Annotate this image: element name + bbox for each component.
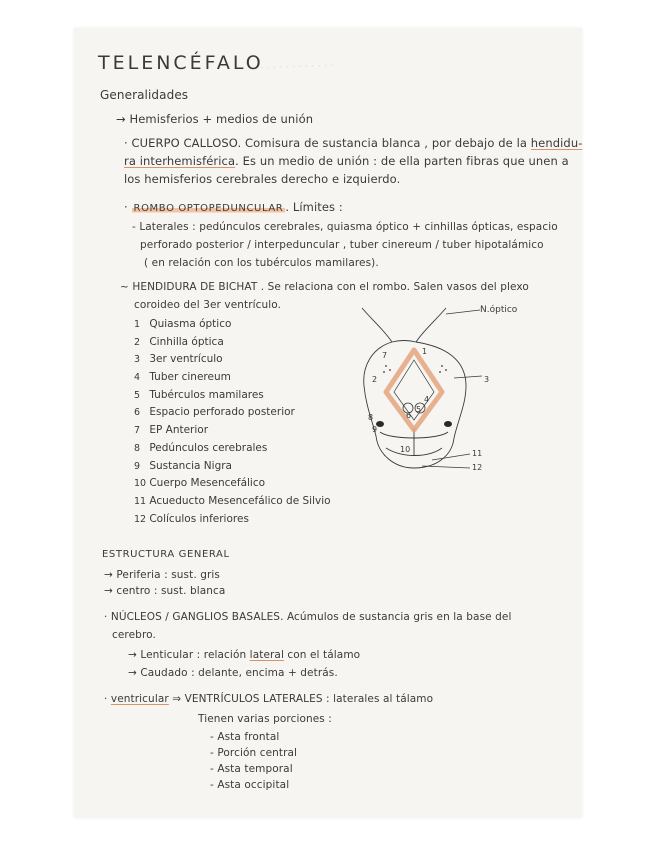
cuerpo-calloso-line1: · CUERPO CALLOSO. Comisura de sustancia blanca , por debajo de la hendidu- xyxy=(124,136,583,150)
list-item-number: 6 xyxy=(134,407,141,419)
list-item xyxy=(134,351,331,369)
list-item-number: 5 xyxy=(134,389,141,401)
rombo-heading: · ROMBO OPTOPEDUNCULAR . Límites : xyxy=(124,200,343,214)
diag-label-10: 10 xyxy=(400,445,411,454)
ventricular-item-3: - Asta temporal xyxy=(210,763,293,775)
diag-label-3: 3 xyxy=(484,375,490,384)
pointer-12 xyxy=(422,466,470,468)
diag-label-5: 5 xyxy=(416,405,422,414)
list-item-number: 3 xyxy=(134,354,141,366)
list-item-number: 2 xyxy=(134,336,141,348)
rombo-line1: - Laterales : pedúnculos cerebrales, quiasma óptico + cinhillas ópticas, espacio xyxy=(132,221,558,233)
cuerpo-calloso-line2: ra interhemisférica. Es un medio de unión : de ella parten fibras que unen a xyxy=(124,154,569,168)
list-item-label: Colículos inferiores xyxy=(149,512,249,525)
list-item-label: Sustancia Nigra xyxy=(149,459,232,472)
cuerpo-calloso-line3: los hemisferios cerebrales derecho e izquierdo. xyxy=(124,172,401,186)
diag-label-7: 7 xyxy=(382,351,388,360)
list-item-label: Tubérculos mamilares xyxy=(149,388,264,401)
notebook-page xyxy=(74,28,582,818)
list-item-label: Acueducto Mesencefálico de Silvio xyxy=(149,494,331,507)
optic-nerve-left xyxy=(362,308,392,342)
list-item-label: Tuber cinereum xyxy=(149,371,231,384)
list-item-number: 8 xyxy=(134,442,141,454)
diag-label-1: 1 xyxy=(422,347,428,356)
bleed-through: · · · · · · · · · · · · · xyxy=(253,60,334,75)
list-item-label: 3er ventrículo xyxy=(149,353,223,366)
list-item xyxy=(134,440,331,458)
optic-nerve-right xyxy=(416,308,446,342)
list-item-label: Quiasma óptico xyxy=(149,318,232,330)
section-generalidades: Generalidades xyxy=(100,88,189,102)
list-item-label: Pedúnculos cerebrales xyxy=(149,441,268,454)
list-item-number: 10 xyxy=(134,478,147,490)
brainstem-outline xyxy=(364,341,466,469)
diag-label-8: 8 xyxy=(368,413,374,422)
structure-list xyxy=(134,316,331,528)
list-item xyxy=(134,422,331,440)
nucleos-line1: · NÚCLEOS / GANGLIOS BASALES. Acúmulos de sustancia gris en la base del xyxy=(104,611,512,623)
list-item xyxy=(134,493,331,511)
bichat-line2: coroideo del 3er ventrículo. xyxy=(134,299,282,311)
list-item-number: 1 xyxy=(134,319,141,330)
pointer-optic xyxy=(446,310,480,314)
rombo-line2: perforado posterior / interpeduncular , tuber cinereum / tuber hipotalámico xyxy=(140,239,544,251)
rombo-highlight xyxy=(386,350,442,430)
list-item xyxy=(134,404,331,422)
diag-label-4: 4 xyxy=(424,395,430,404)
bichat-line1: ~ HENDIDURA DE BICHAT . Se relaciona con el rombo. Salen vasos del plexo xyxy=(120,281,529,293)
nigra-right xyxy=(444,421,452,427)
list-item-label: Cinhilla óptica xyxy=(149,335,224,348)
rombo-line3: ( en relación con los tubérculos mamilares). xyxy=(144,257,379,269)
list-item xyxy=(134,511,331,529)
estructura-centro: → centro : sust. blanca xyxy=(104,585,226,597)
estructura-title: ESTRUCTURA GENERAL xyxy=(102,549,230,560)
diag-label-6: 6 xyxy=(406,411,412,420)
list-item-number: 12 xyxy=(134,513,147,525)
pointer-3 xyxy=(454,376,482,378)
list-item xyxy=(134,316,331,334)
list-item-label: EP Anterior xyxy=(149,424,209,437)
brain-base-diagram xyxy=(342,305,518,478)
list-item xyxy=(134,475,331,493)
diag-label-2: 2 xyxy=(372,375,378,384)
page-title: TELENCÉFALO xyxy=(98,52,264,74)
list-item-number: 4 xyxy=(134,372,141,384)
ventricular-item-2: - Porción central xyxy=(210,747,298,759)
pointer-11 xyxy=(432,454,470,460)
nucleos-caudado: → Caudado : delante, encima + detrás. xyxy=(128,667,338,679)
list-item-label: Espacio perforado posterior xyxy=(149,406,295,419)
ventricular-porciones: Tienen varias porciones : xyxy=(198,713,332,725)
list-item-number: 11 xyxy=(134,495,147,507)
nucleos-lenticular: → Lenticular : relación lateral con el tálamo xyxy=(128,649,361,661)
list-item xyxy=(134,334,331,352)
nigra-left xyxy=(376,421,384,427)
diag-label-12: 12 xyxy=(472,463,483,472)
ventricular-item-1: - Asta frontal xyxy=(210,731,280,743)
list-item-label: Cuerpo Mesencefálico xyxy=(149,477,266,490)
diag-label-11: 11 xyxy=(472,449,483,458)
list-item xyxy=(134,458,331,476)
diag-label-9: 9 xyxy=(372,425,378,434)
list-item-number: 7 xyxy=(134,425,141,437)
ventricular-line: · ventricular ⇒ VENTRÍCULOS LATERALES : laterales al tálamo xyxy=(104,693,434,705)
label-n-optico: N.óptico xyxy=(480,305,518,315)
list-item xyxy=(134,387,331,405)
list-item xyxy=(134,369,331,387)
list-item-number: 9 xyxy=(134,460,141,472)
nucleos-line2: cerebro. xyxy=(112,629,156,641)
estructura-periferia: → Periferia : sust. gris xyxy=(104,569,220,581)
ventricular-item-4: - Asta occipital xyxy=(210,779,290,791)
hemisferios-line: → Hemisferios + medios de unión xyxy=(116,112,314,126)
